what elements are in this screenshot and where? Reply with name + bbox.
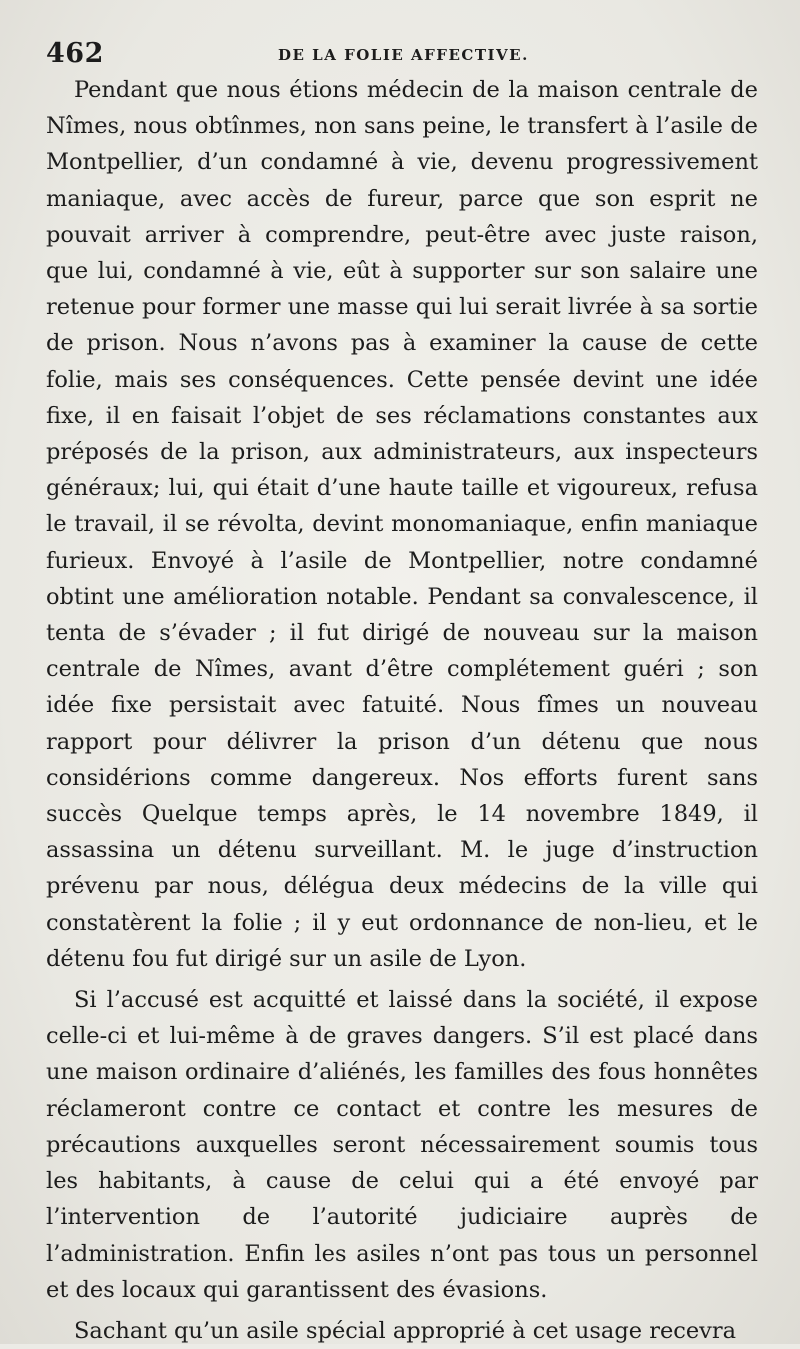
paragraph-3: Sachant qu’un asile spécial approprié à cet usage recevra [74,1317,737,1344]
page-number: 462 [46,38,104,69]
paragraph-2: Si l’accusé est acquitté et laissé dans la société, il expose celle-ci et lui-même à de graves dangers. S’il est placé dans une maison ordinaire d’aliénés, les familles des fous honnêtes réclameront contre ce contact et contre les mesures de précautions auxquelles seront nécessairement soumis tous les habitants, à cause de celui qui a été envoyé par l’intervention de l’autorité judiciaire auprès de l’administration. Enfin les asiles n’ont pas tous un personnel et des locaux qui garantissent des évasions. [46,987,758,1303]
body-text [46,72,758,1349]
running-head [46,38,758,72]
paragraph-1: Pendant que nous étions médecin de la maison centrale de Nîmes, nous obtînmes, non sans peine, le transfert à l’asile de Montpellier, d’un condamné à vie, devenu progressivement maniaque, avec accès de fureur, parce que son esprit ne pouvait arriver à comprendre, peut-être avec juste raison, que lui, condamné à vie, eût à supporter sur son salaire une retenue pour former une masse qui lui serait livrée à sa sortie de prison. Nous n’avons pas à examiner la cause de cette folie, mais ses conséquences. Cette pensée devint une idée fixe, il en faisait l’objet de ses réclamations constantes aux préposés de la prison, aux administrateurs, aux inspecteurs généraux; lui, qui était d’une haute taille et vigoureux, refusa le travail, il se révolta, devint monomaniaque, enfin maniaque furieux. Envoyé à l’asile de Montpellier, notre condamné obtint une amélioration notable. Pendant sa convalescence, il tenta de s’évader ; il fut dirigé de nouveau sur la maison centrale de Nîmes, avant d’être complétement guéri ; son idée fixe persistait avec fatuité. Nous fîmes un nouveau rapport pour délivrer la prison d’un détenu que nous considérions comme dangereux. Nos efforts furent sans succès Quelque temps après, le 14 novembre 1849, il assassina un détenu surveillant. M. le juge d’instruction prévenu par nous, délégua deux médecins de la ville qui constatèrent la folie ; il y eut ordonnance de non-lieu, et le détenu fou fut dirigé sur un asile de Lyon. [46,77,758,972]
running-title: DE LA FOLIE AFFECTIVE. [278,46,529,64]
